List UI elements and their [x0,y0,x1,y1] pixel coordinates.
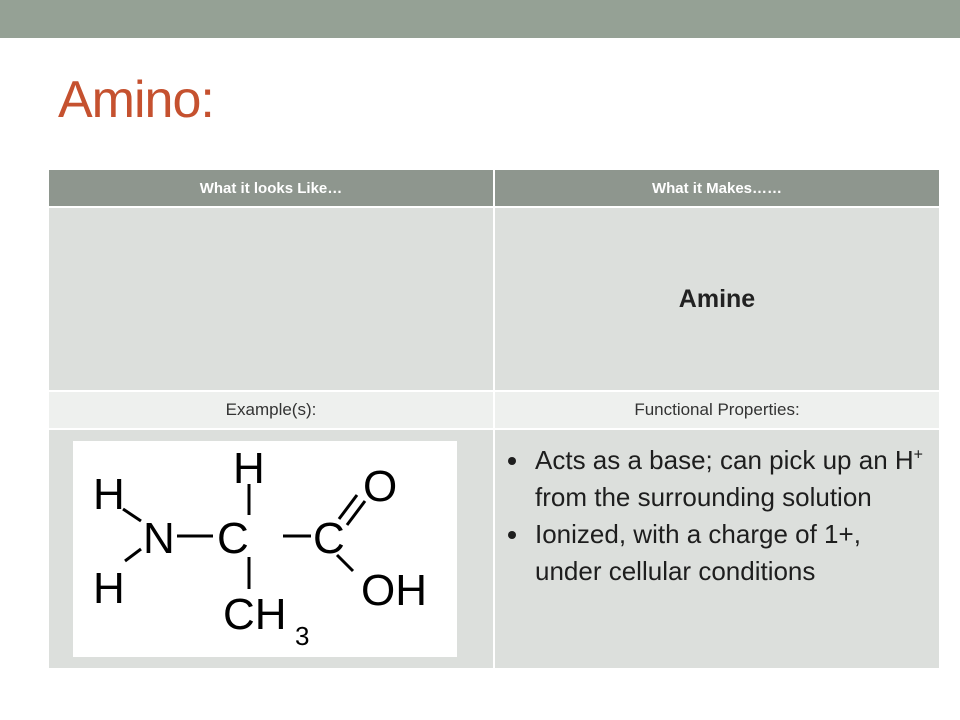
structural-formula [73,441,457,657]
atom-h-top: H [233,444,265,493]
slide-title: Amino: [58,71,214,129]
detail-row [48,429,940,669]
header-what-it-makes: What it Makes…… [494,169,940,207]
functional-properties-label: Functional Properties: [494,391,940,429]
alanine-structure-image [73,441,457,657]
header-row [48,169,940,207]
atom-h-bottom-left: H [93,564,125,613]
properties-cell [494,429,940,669]
properties-list [495,430,939,590]
list-item [535,516,925,590]
atom-oh: OH [361,566,427,615]
property-text: Ionized, with a charge of 1+, under cellular conditions [535,519,861,586]
list-item [535,442,925,516]
atom-h-top-left: H [93,470,125,519]
superscript-plus: + [913,446,923,464]
property-text-cont: from the surrounding solution [535,482,872,512]
top-band [0,0,960,38]
bullet-icon [508,457,516,465]
atom-c-alpha: C [217,514,249,563]
atom-c-carboxyl: C [313,514,345,563]
atom-ch: CH [223,590,287,639]
examples-label: Example(s): [48,391,494,429]
header-looks-like: What it looks Like… [48,169,494,207]
content-row [48,207,940,391]
atom-o: O [363,462,398,511]
makes-value: Amine [494,207,940,391]
bullet-icon [508,531,516,539]
subscript-3: 3 [295,621,310,651]
example-cell [48,429,494,669]
atom-n: N [143,514,175,563]
label-row [48,391,940,429]
looks-like-cell [48,207,494,391]
amino-table [47,168,941,670]
property-text: Acts as a base; can pick up an H [535,445,914,475]
